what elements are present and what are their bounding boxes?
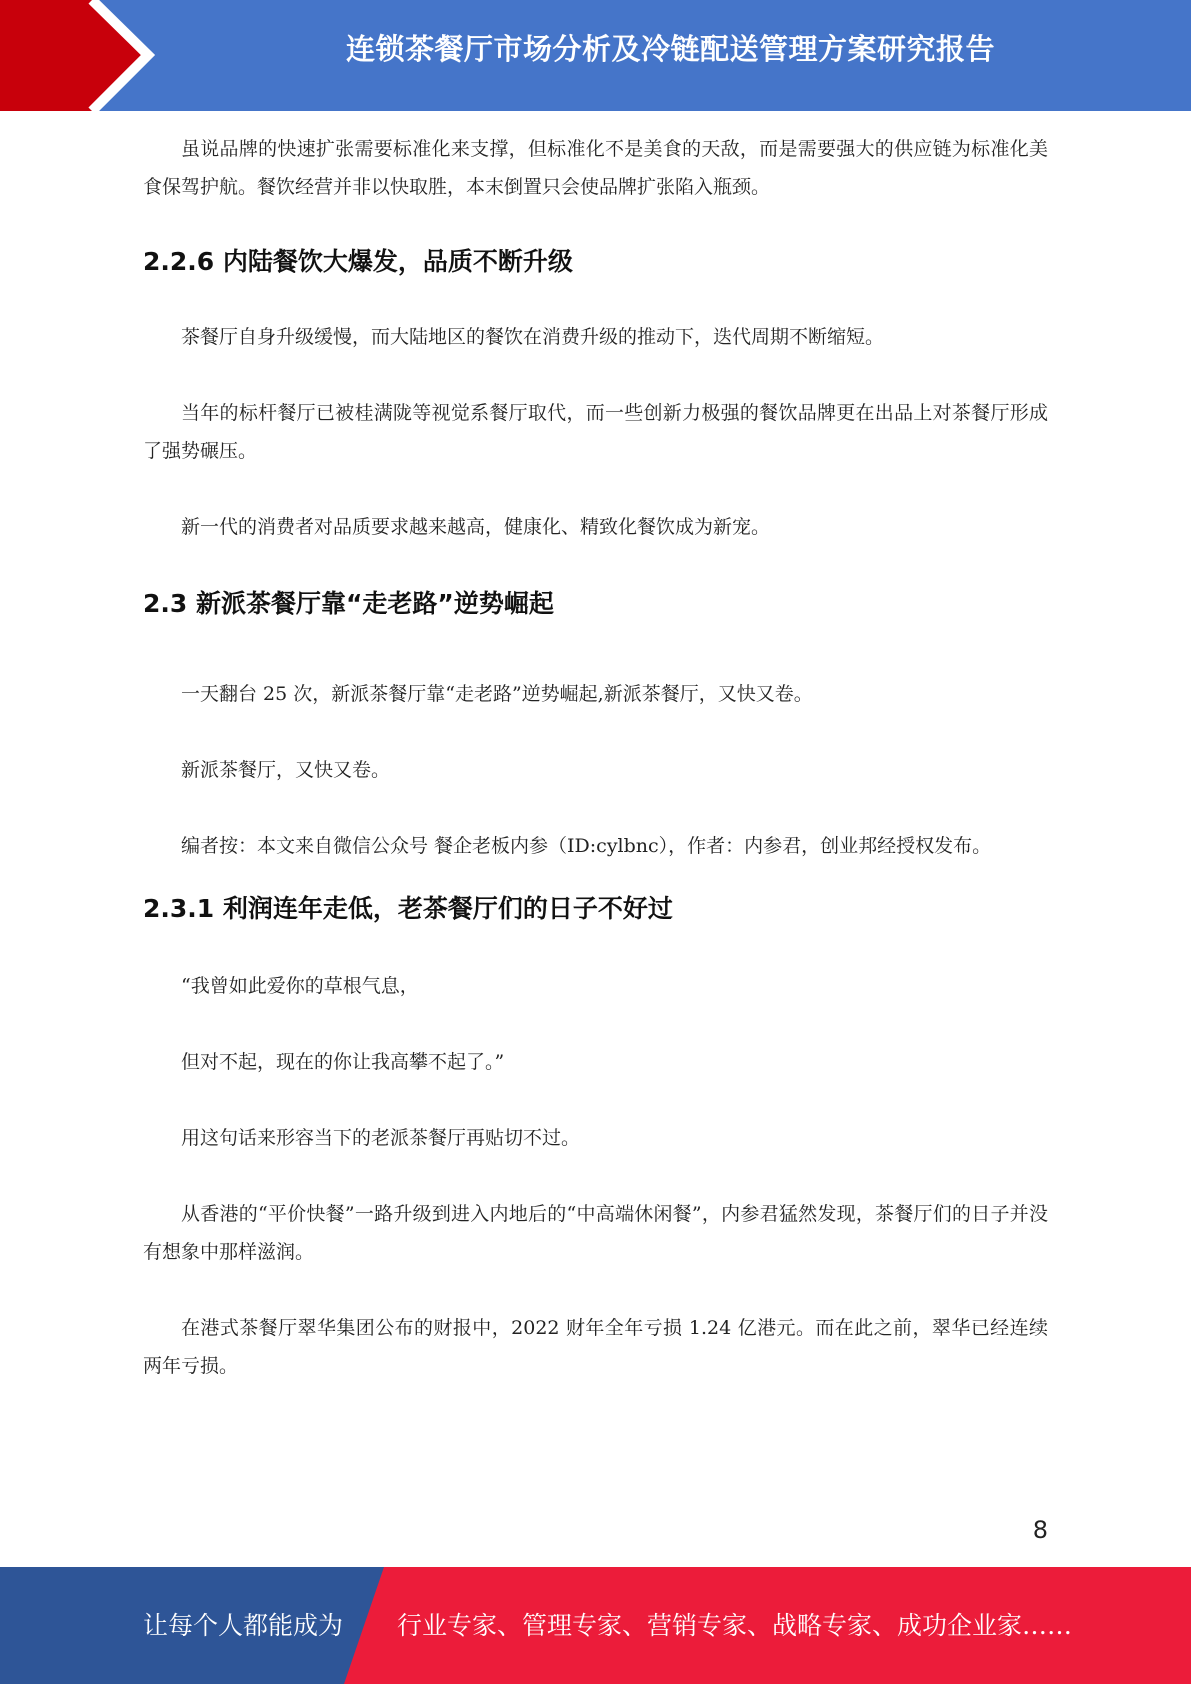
document-body xyxy=(143,130,1048,1385)
paragraph-tsui-wah-loss: 在港式茶餐厅翠华集团公布的财报中，2022 财年全年亏损 1.24 亿港元。而在此之前，翠华已经连续两年亏损。 xyxy=(143,1317,1048,1377)
paragraph-quote-line-2: 但对不起，现在的你让我高攀不起了。” xyxy=(181,1051,505,1073)
page-number: 8 xyxy=(1032,1516,1048,1544)
paragraph-table-turnover: 一天翻台 25 次，新派茶餐厅靠“走老路”逆势崛起,新派茶餐厅，又快又卷。 xyxy=(181,683,813,705)
paragraph-hong-kong-upgrade: 从香港的“平价快餐”一路升级到进入内地后的“中高端休闲餐”，内参君猛然发现，茶餐厅们的日子并没有想象中那样滋润。 xyxy=(143,1203,1048,1263)
section-heading-2-3-1: 2.3.1 利润连年走低，老茶餐厅们的日子不好过 xyxy=(143,894,673,923)
section-heading-2-3: 2.3 新派茶餐厅靠“走老路”逆势崛起 xyxy=(143,589,554,618)
paragraph-fast-and-competitive: 新派茶餐厅，又快又卷。 xyxy=(181,759,391,781)
paragraph-standardization: 虽说品牌的快速扩张需要标准化来支撑，但标准化不是美食的天敌，而是需要强大的供应链为标准化美食保驾护航。餐饮经营并非以快取胜，本末倒置只会使品牌扩张陷入瓶颈。 xyxy=(143,138,1048,198)
paragraph-upgrade-slow: 茶餐厅自身升级缓慢，而大陆地区的餐饮在消费升级的推动下，迭代周期不断缩短。 xyxy=(181,326,885,348)
paragraph-new-consumers: 新一代的消费者对品质要求越来越高，健康化、精致化餐饮成为新宠。 xyxy=(181,516,771,538)
paragraph-editor-note: 编者按：本文来自微信公众号 餐企老板内参（ID:cylbnc），作者：内参君，创业邦经授权发布。 xyxy=(181,835,992,857)
footer-slogan-right: 行业专家、管理专家、营销专家、战略专家、成功企业家…… xyxy=(397,1611,1073,1640)
page-footer xyxy=(0,1567,1191,1684)
paragraph-quote-line-1: “我曾如此爱你的草根气息， xyxy=(181,975,419,997)
report-title: 连锁茶餐厅市场分析及冷链配送管理方案研究报告 xyxy=(345,32,995,66)
paragraph-benchmark-restaurants: 当年的标杆餐厅已被桂满陇等视觉系餐厅取代，而一些创新力极强的餐饮品牌更在出品上对茶餐厅形成了强势碾压。 xyxy=(143,402,1048,462)
footer-slogan-left: 让每个人都能成为 xyxy=(143,1611,344,1640)
paragraph-description: 用这句话来形容当下的老派茶餐厅再贴切不过。 xyxy=(181,1127,581,1149)
section-heading-2-2-6: 2.2.6 内陆餐饮大爆发，品质不断升级 xyxy=(143,247,573,276)
page-header xyxy=(0,0,1191,111)
header-arrow-decoration xyxy=(0,0,160,111)
